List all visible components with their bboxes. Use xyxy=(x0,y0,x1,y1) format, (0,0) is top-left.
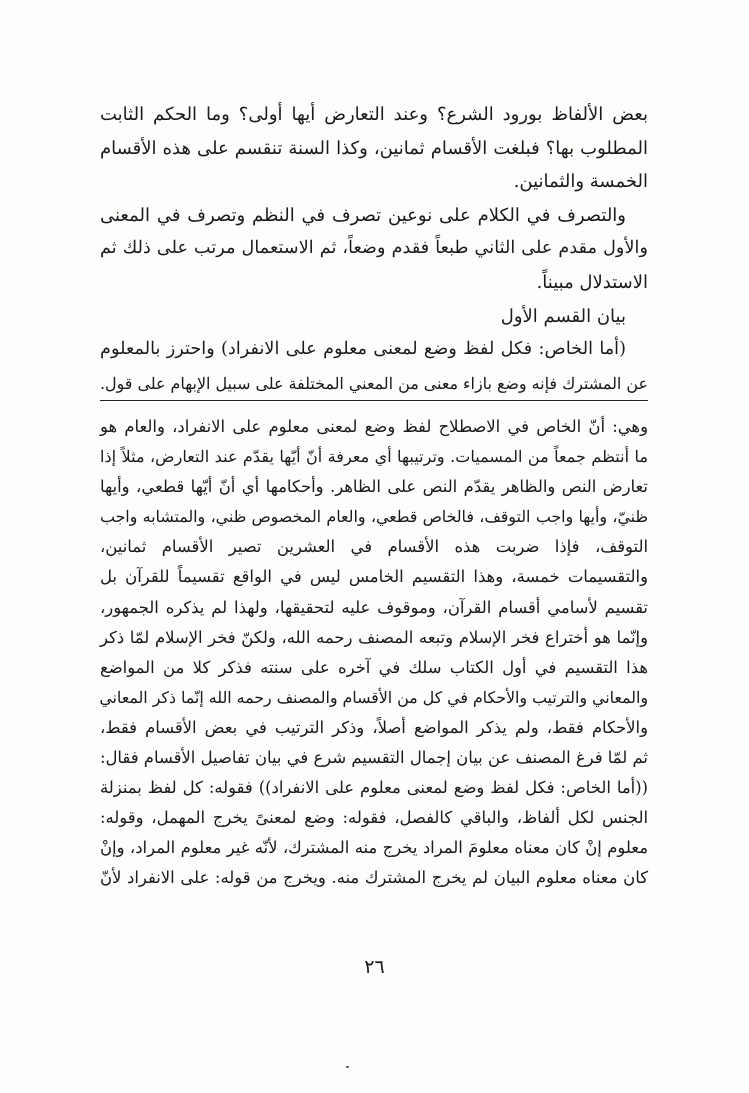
main-line: (أما الخاص: فكل لفظ وضع لمعنى معلوم على الانفراد) واحترز بالمعلوم xyxy=(100,339,626,360)
main-line: والتصرف في الكلام على نوعين تصرف في النظم وتصرف في المعنى xyxy=(100,204,626,226)
main-line: الخمسة والثمانين. xyxy=(513,171,648,193)
footnote-line: ثم لمّا فرغ المصنف عن بيان إجمال التقسيم شرع في بيان تفاصيل الأقسام فقال: xyxy=(100,748,648,768)
main-line: والأول مقدم على الثاني طبعاً فقدم وضعاً، ثم الاستعمال مرتب على ذلك ثم xyxy=(100,238,648,259)
footnote-line: وإنّما هو أختراع فخر الإسلام وتبعه المصنف رحمه الله، ولكنّ فخر الإسلام لمّا ذكر xyxy=(100,627,648,647)
footnote-line: كان معناه معلوم البيان لم يخرج المشترك منه. ويخرج من قوله: على الانفراد لأنّ xyxy=(100,868,648,888)
main-body-text xyxy=(100,98,648,400)
section-heading: بيان القسم الأول xyxy=(500,305,626,327)
scan-speck xyxy=(346,1066,349,1068)
footnote-line: ظنيّ، وأيها واجب التوقف، فالخاص قطعي، والعام المخصوص ظني، والمتشابه واجب xyxy=(100,507,648,527)
footnote-text xyxy=(100,412,648,894)
footnote-line: والتقسيمات خمسة، وهذا التقسيم الخامس ليس في الواقع تقسيماً للقرآن بل xyxy=(100,567,648,587)
footnote-line: والمعاني والترتيب والأحكام في كل من الأقسام والمصنف رحمه الله إنّما ذكر المعاني xyxy=(99,687,648,707)
footnote-line: التوقف، فإذا ضربت هذه الأقسام في العشرين تصير الأقسام ثمانين، xyxy=(100,537,648,557)
footnote-line: والأحكام فقط، ولم يذكر المواضع أصلاً، وذكر الترتيب في بعض الأقسام فقط، xyxy=(100,717,648,737)
footnote-line: تعارض النص والظاهر يقدّم النص على الظاهر. وأحكامها أي أنّ أيّها قطعي، وأيها xyxy=(100,477,648,497)
main-line: عن المشترك فإنه وضع بازاء معنى من المعني المختلفة على سبيل الإبهام على قول. xyxy=(100,373,648,393)
main-line: بعض الألفاظ بورود الشرع؟ وعند التعارض أيها أولى؟ وما الحكم الثابت xyxy=(100,104,648,125)
main-line: الاستدلال مبيناً. xyxy=(536,271,648,293)
footnote-line: هذا التقسيم في أول الكتاب سلك في آخره على سنته فذكر كلا من المواضع xyxy=(100,657,648,677)
footnote-line: ما أنتظم جمعاً من المسميات. وترتيبها أي معرفة أنّ أيّها يقدّم عند التعارض، مثلاً إذا xyxy=(100,447,648,467)
main-line: المطلوب بها؟ فبلغت الأقسام ثمانين، وكذا السنة تنقسم على هذه الأقسام xyxy=(100,137,648,159)
footnote-line: تقسيم لأسامي أقسام القرآن، وموقوف عليه لتحقيقها، ولهذا لم يذكره الجمهور، xyxy=(100,597,648,617)
page-number: ٢٦ xyxy=(364,956,385,978)
footnote-line: معلوم إنْ كان معناه معلومَ المراد يخرج منه المشترك، لأنّه غير معلوم المراد، وإنْ xyxy=(100,838,648,858)
footnote-line: وهي: أنّ الخاص في الاصطلاح لفظ وضع لمعنى معلوم على الانفراد، والعام هو xyxy=(100,417,648,436)
footnote-line: الجنس لكل ألفاظ، والباقي كالفصل، فقوله: وضع لمعنىً يخرج المهمل، وقوله: xyxy=(100,808,648,828)
footnote-divider xyxy=(100,400,648,401)
footnote-line: ((أما الخاص: فكل لفظ وضع لمعنى معلوم على الانفراد)) فقوله: كل لفظ بمنزلة xyxy=(100,778,648,798)
